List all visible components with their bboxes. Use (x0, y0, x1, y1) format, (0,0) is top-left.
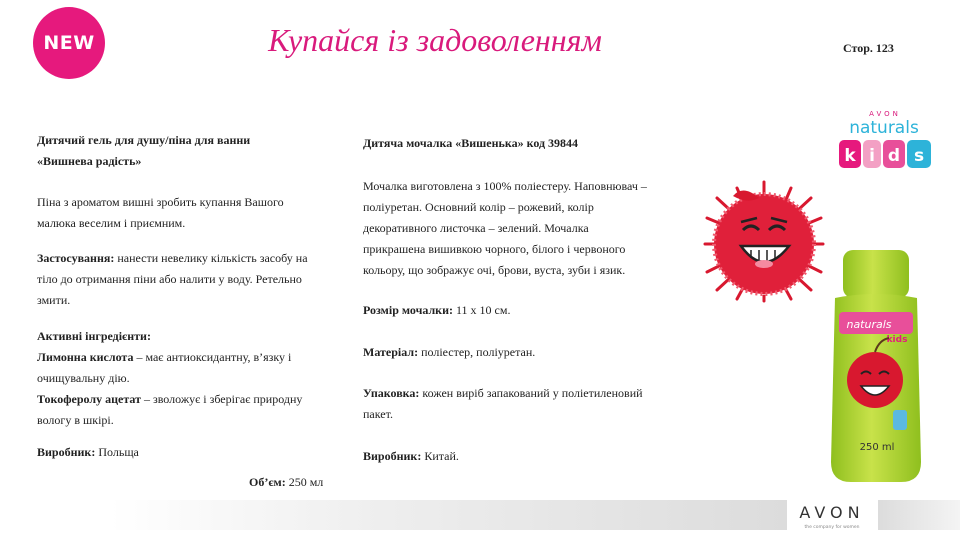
kids-logo (838, 138, 934, 172)
gel-maker-label: Виробник: (37, 445, 96, 459)
package-line-2: пакет. (363, 407, 393, 421)
gel-volume-label: Об’єм: (249, 475, 286, 489)
sponge-desc-line-4: прикрашена вишивкою чорного, білого і червоного (363, 242, 626, 256)
material-value: поліестер, поліуретан. (418, 345, 536, 359)
usage-label: Застосування: (37, 251, 115, 265)
gel-volume-value: 250 мл (285, 475, 324, 489)
avon-tagline: the company for women (804, 525, 860, 530)
sponge-material (363, 342, 683, 363)
cherry-sponge-image (703, 178, 825, 303)
sponge-maker (363, 446, 683, 467)
sponge-size (363, 300, 683, 321)
usage-line-3: змити. (37, 293, 71, 307)
bottle-volume-text: 250 ml (859, 442, 895, 453)
gel-maker (37, 442, 337, 463)
ingredient-2-line-1: – зволожує і зберігає природну (140, 392, 303, 406)
sponge-maker-value: Китай. (421, 449, 459, 463)
gel-usage (37, 248, 337, 311)
package-line-1: кожен виріб запакований у поліетиленовий (419, 386, 643, 400)
gel-maker-value: Польща (95, 445, 139, 459)
ingredient-2-label: Токоферолу ацетат (37, 392, 141, 406)
gel-title-line-1: Дитячий гель для душу/піна для ванни (37, 133, 251, 147)
avon-wordmark: AVON (799, 503, 865, 522)
size-label: Розмір мочалки: (363, 303, 453, 317)
ingredient-1-label: Лимонна кислота (37, 350, 134, 364)
sponge-desc-line-1: Мочалка виготовлена з 100% поліестеру. Наповнювач – (363, 179, 647, 193)
package-label: Упаковка: (363, 386, 420, 400)
bottle-cherry (847, 352, 903, 408)
sponge-tongue (755, 260, 773, 268)
bottle-image (815, 250, 935, 490)
gel-title-line-2: «Вишнева радість» (37, 154, 142, 168)
logo-avon-text: AVON (869, 110, 901, 118)
sponge-desc-line-2: поліуретан. Основний колір – рожевий, колір (363, 200, 594, 214)
bottle-kids-text: kids (886, 335, 908, 345)
kids-letter-i: i (869, 146, 875, 166)
kids-letter-s: s (913, 146, 925, 166)
page-title: Купайся із задоволенням (268, 22, 602, 58)
bottle-brand-text: naturals (846, 318, 892, 331)
sponge-desc-line-3: декоративного листочка – зелений. Мочалка (363, 221, 589, 235)
sponge-maker-label: Виробник: (363, 449, 422, 463)
kids-letter-d: d (887, 146, 901, 166)
gel-description (37, 192, 337, 234)
kids-letter-k: k (844, 146, 856, 166)
sponge-product-title: Дитяча мочалка «Вишенька» код 39844 (363, 136, 579, 150)
gel-ingredients (37, 326, 337, 431)
gel-product-title (37, 130, 337, 172)
gel-desc-line-2: малюка веселим і приємним. (37, 216, 186, 230)
material-label: Матеріал: (363, 345, 419, 359)
bottle-cap (843, 250, 909, 298)
sponge-package (363, 383, 683, 425)
sponge-leaf (733, 190, 759, 200)
ingredient-2-line-2: вологу в шкірі. (37, 413, 114, 427)
usage-line-1: нанести невелику кількість засобу на (114, 251, 308, 265)
size-value: 11 х 10 см. (453, 303, 511, 317)
usage-line-2: тіло до отримання піни або налити у воду. Ретельно (37, 272, 302, 286)
sponge-desc-line-5: кольору, що зображує очі, брови, вуста, зуби і язик. (363, 263, 626, 277)
ingredient-1-line-1: – має антиоксидантну, в’язку і (133, 350, 292, 364)
ingredient-1-line-2: очищувальну дію. (37, 371, 130, 385)
ingredients-label: Активні інгредієнти: (37, 329, 151, 343)
footer-bar (110, 500, 790, 530)
new-badge: NEW (33, 7, 105, 79)
logo-naturals-text: naturals (849, 118, 919, 138)
gel-desc-line-1: Піна з ароматом вишні зробить купання Вашого (37, 195, 284, 209)
page-number: Стор. 123 (843, 41, 894, 55)
sponge-description (363, 176, 683, 281)
gel-volume (249, 472, 323, 493)
footer-bar-right (878, 500, 960, 530)
